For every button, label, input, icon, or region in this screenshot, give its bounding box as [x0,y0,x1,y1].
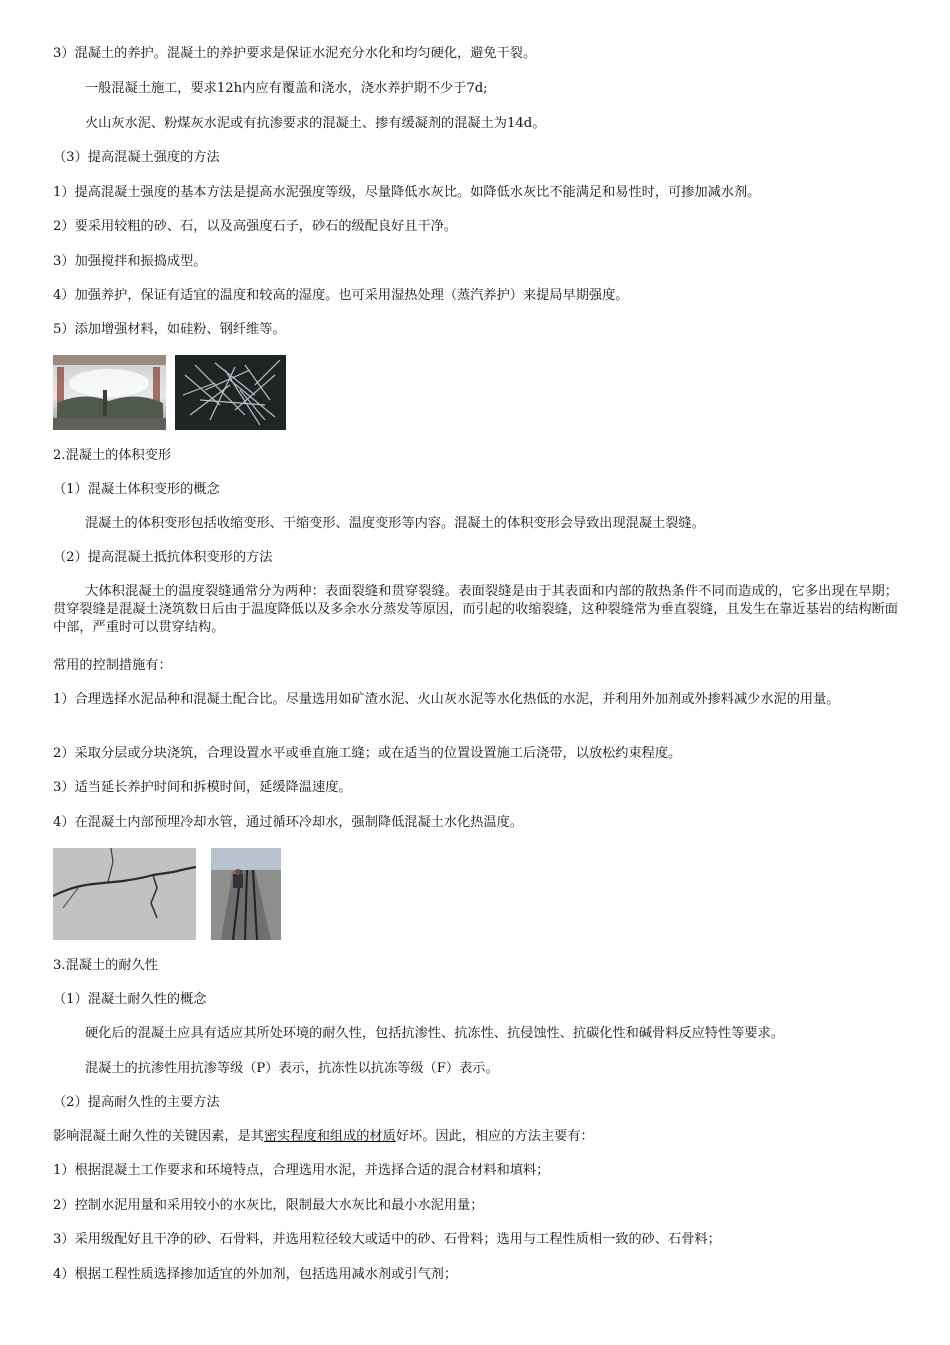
volume-concept-heading: （1）混凝土体积变形的概念 [53,482,220,497]
durability-concept-line-2: 混凝土的抗渗性用抗渗等级（P）表示，抗冻性以抗冻等级（F）表示。 [85,1061,499,1076]
durability-item-4: 4）根据工程性质选择掺加适宜的外加剂，包括选用减水剂或引气剂； [53,1267,458,1282]
durability-concept-heading: （1）混凝土耐久性的概念 [53,992,207,1007]
measure-item-1: 1）合理选择水泥品种和混凝土配合比。尽量选用如矿渣水泥、火山灰水泥等水化热低的水泥，并利用外加剂或外掺料减少水泥的用量。 [53,692,840,707]
durability-method-heading: （2）提高耐久性的主要方法 [53,1095,220,1110]
durability-intro-underline: 密实程度和组成的材质 [264,1129,396,1144]
durability-item-2: 2）控制水泥用量和采用较小的水灰比，限制最大水灰比和最小水泥用量； [53,1198,484,1213]
durability-intro-before: 影响混凝土耐久性的关键因素，是其 [53,1129,264,1144]
curing-heading: 3）混凝土的养护。混凝土的养护要求是保证水泥充分水化和均匀硬化，避免干裂。 [53,46,537,61]
curing-line-2: 火山灰水泥、粉煤灰水泥或有抗渗要求的混凝土、掺有缓凝剂的混凝土为14d。 [85,116,546,131]
strength-heading: （3）提高混凝土强度的方法 [53,150,220,165]
measures-heading: 常用的控制措施有： [53,658,172,673]
steam-curing-photo [53,355,166,430]
measure-item-2: 2）采取分层或分块浇筑，合理设置水平或垂直施工缝；或在适当的位置设置施工后浇带，以放松约束程度。 [53,746,682,761]
volume-concept-text: 混凝土的体积变形包括收缩变形、干缩变形、温度变形等内容。混凝土的体积变形会导致出现混凝土裂缝。 [85,516,705,531]
strength-item-3: 3）加强搅拌和振捣成型。 [53,254,207,269]
measure-item-3: 3）适当延长养护时间和拆模时间，延缓降温速度。 [53,780,352,795]
durability-title: 3.混凝土的耐久性 [53,958,158,973]
volume-method-heading: （2）提高混凝土抵抗体积变形的方法 [53,550,273,565]
durability-concept-line-1: 硬化后的混凝土应具有适应其所处环境的耐久性，包括抗渗性、抗冻性、抗侵蚀性、抗碳化性和碱骨料反应特性等要求。 [85,1026,784,1041]
strength-item-4: 4）加强养护，保证有适宜的温度和较高的湿度。也可采用湿热处理（蒸汽养护）来提局早期强度。 [53,288,629,303]
cooling-pipe-photo [211,848,281,940]
durability-intro-after: 好坏。因此，相应的方法主要有： [395,1129,594,1144]
durability-intro [53,1128,594,1145]
durability-item-1: 1）根据混凝土工作要求和环境特点，合理选用水泥，并选择合适的混合材料和填料； [53,1163,550,1178]
volume-title: 2.混凝土的体积变形 [53,448,172,463]
concrete-crack-photo [53,848,196,940]
strength-item-1: 1）提高混凝土强度的基本方法是提高水泥强度等级，尽量降低水灰比。如降低水灰比不能满足和易性时，可掺加减水剂。 [53,185,761,200]
steel-fiber-photo [175,355,286,430]
strength-item-5: 5）添加增强材料，如硅粉、钢纤维等。 [53,322,286,337]
strength-item-2: 2）要采用较粗的砂、石，以及高强度石子，砂石的级配良好且干净。 [53,219,458,234]
durability-item-3: 3）采用级配好且干净的砂、石骨料，并选用粒径较大或适中的砂、石骨料；选用与工程性质相一致的砂、石骨料； [53,1232,721,1247]
volume-method-paragraph: 大体积混凝土的温度裂缝通常分为两种：表面裂缝和贯穿裂缝。表面裂缝是由于其表面和内部的散热条件不同而造成的，它多出现在早期；贯穿裂缝是混凝土浇筑数日后由于温度降低以及多余水分蒸发等原因，而引起的收缩裂缝，这种裂缝常为垂直裂缝，且发生在靠近基岩的结构断面中部，严重时可以贯穿结构。 [53,584,898,635]
curing-line-1: 一般混凝土施工，要求12h内应有覆盖和浇水，浇水养护期不少于7d; [85,81,488,96]
measure-item-4: 4）在混凝土内部预埋冷却水管，通过循环冷却水，强制降低混凝土水化热温度。 [53,815,523,830]
